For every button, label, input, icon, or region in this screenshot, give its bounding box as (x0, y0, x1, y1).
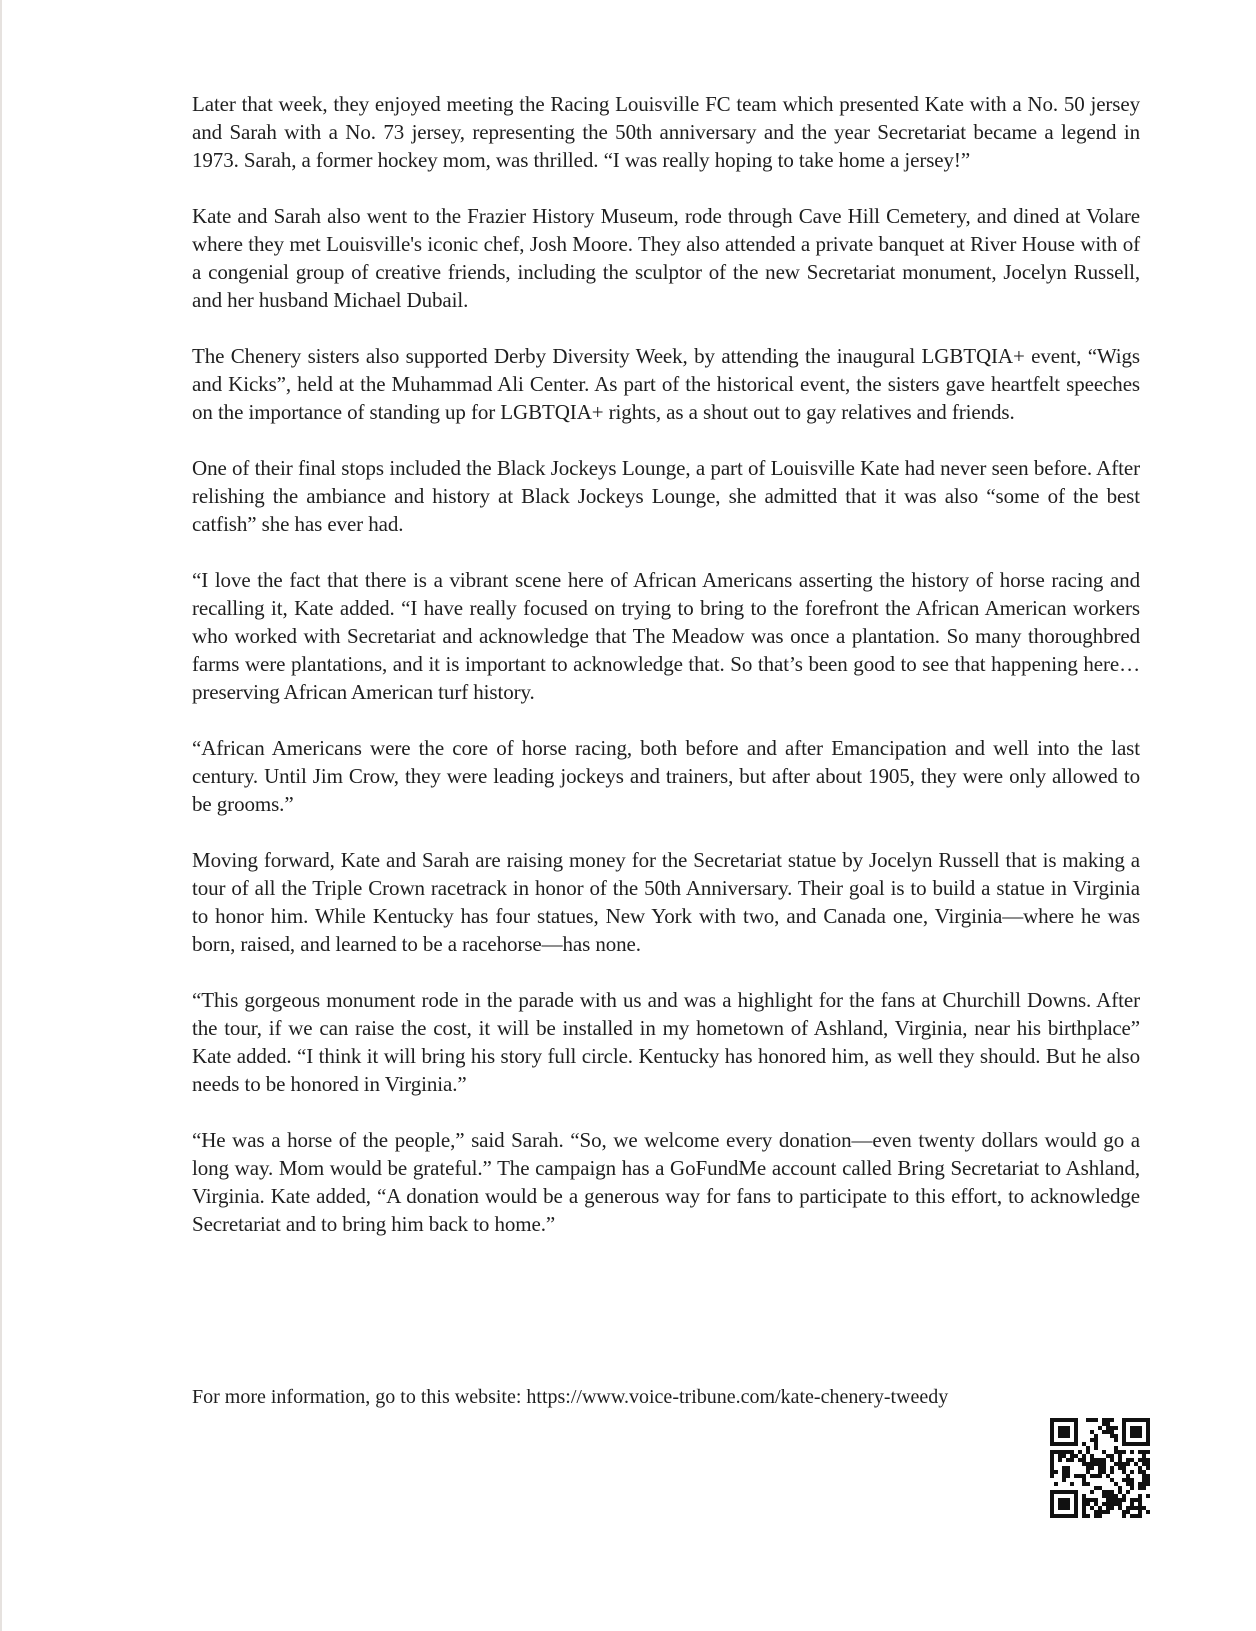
qr-code-icon[interactable] (1050, 1418, 1150, 1518)
more-info-link[interactable]: For more information, go to this website: https://www.voice-tribune.com/kate-chenery-tweedy (192, 1386, 949, 1408)
paragraph-6: “African Americans were the core of horse racing, both before and after Emancipation and well into the last century. Until Jim Crow, they were leading jockeys and trainers, but after about 1905, they were only allowed to be grooms.” (192, 736, 1140, 816)
paragraph-5: “I love the fact that there is a vibrant scene here of African Americans asserting the history of horse racing and recalling it, Kate added. “I have really focused on trying to bring to the forefront the African American workers who worked with Secretariat and acknowledge that The Meadow was once a plantation. So many thoroughbred farms were plantations, and it is important to acknowledge that. So that’s been good to see that happening here… preserving African American turf history. (192, 568, 1140, 704)
page-edge (0, 0, 2, 1631)
paragraph-2: Kate and Sarah also went to the Frazier History Museum, rode through Cave Hill Cemetery, and dined at Volare where they met Louisville's iconic chef, Josh Moore. They also attended a private banquet at River House with of a congenial group of creative friends, including the sculptor of the new Secretariat monument, Jocelyn Russell, and her husband Michael Dubail. (192, 204, 1140, 312)
paragraph-1: Later that week, they enjoyed meeting the Racing Louisville FC team which presented Kate with a No. 50 jersey and Sarah with a No. 73 jersey, representing the 50th anniversary and the year Secretariat became a legend in 1973. Sarah, a former hockey mom, was thrilled. “I was really hoping to take home a jersey!” (192, 92, 1140, 172)
paragraph-3: The Chenery sisters also supported Derby Diversity Week, by attending the inaugural LGBTQIA+ event, “Wigs and Kicks”, held at the Muhammad Ali Center. As part of the historical event, the sisters gave heartfelt speeches on the importance of standing up for LGBTQIA+ rights, as a shout out to gay relatives and friends. (192, 344, 1140, 424)
paragraph-8: “This gorgeous monument rode in the parade with us and was a highlight for the fans at Churchill Downs. After the tour, if we can raise the cost, it will be installed in my hometown of Ashland, Virginia, near his birthplace” Kate added. “I think it will bring his story full circle. Kentucky has honored him, as well they should. But he also needs to be honored in Virginia.” (192, 988, 1140, 1096)
paragraph-7: Moving forward, Kate and Sarah are raising money for the Secretariat statue by Jocelyn Russell that is making a tour of all the Triple Crown racetrack in honor of the 50th Anniversary. Their goal is to build a statue in Virginia to honor him. While Kentucky has four statues, New York with two, and Canada one, Virginia—where he was born, raised, and learned to be a racehorse—has none. (192, 848, 1140, 956)
article-body (192, 90, 1140, 1266)
paragraph-4: One of their final stops included the Black Jockeys Lounge, a part of Louisville Kate had never seen before. After relishing the ambiance and history at Black Jockeys Lounge, she admitted that it was also “some of the best catfish” she has ever had. (192, 456, 1140, 536)
paragraph-9: “He was a horse of the people,” said Sarah. “So, we welcome every donation—even twenty dollars would go a long way. Mom would be grateful.” The campaign has a GoFundMe account called Bring Secretariat to Ashland, Virginia. Kate added, “A donation would be a generous way for fans to participate to this effort, to acknowledge Secretariat and to bring him back to home.” (192, 1128, 1140, 1236)
qr-code-graphic (1050, 1418, 1150, 1518)
